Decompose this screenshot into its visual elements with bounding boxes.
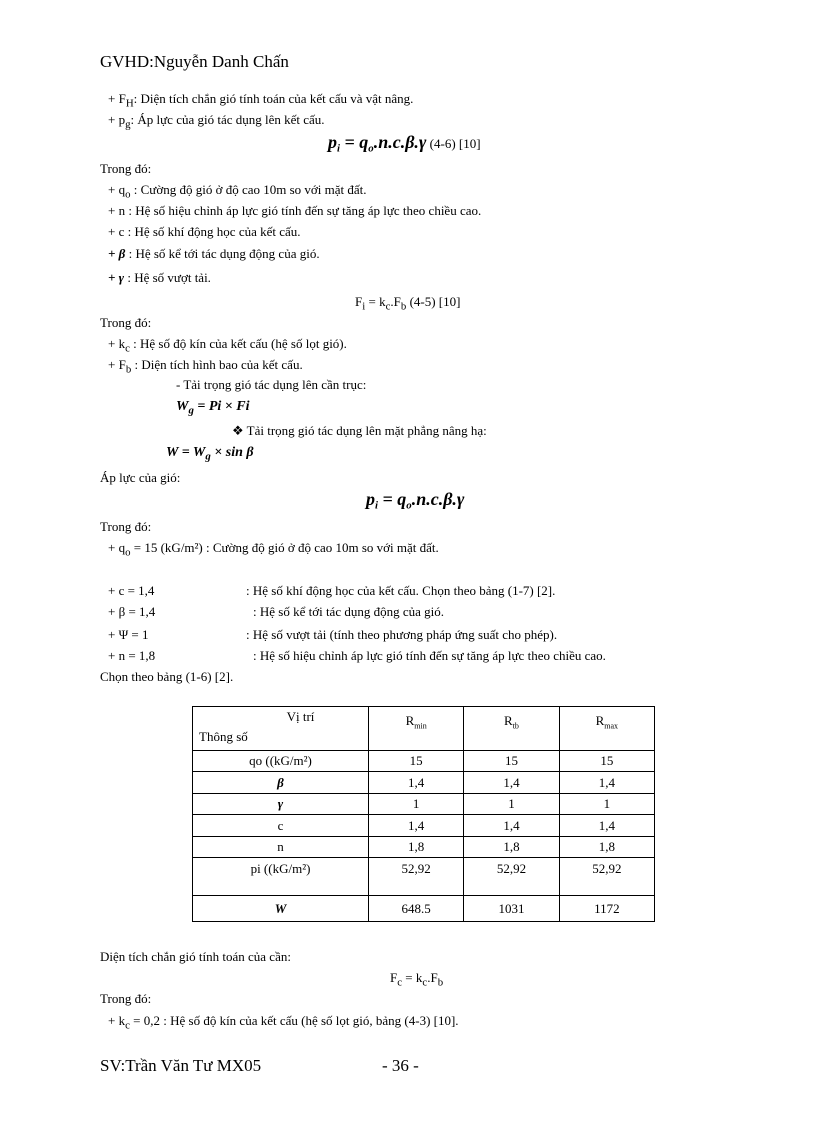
- line-kc: + $k_c$ : Hệ số độ kín của kết cấu (hệ số lọt gió).: [108, 336, 347, 355]
- cell: 52,92: [464, 858, 559, 896]
- beta-value-right: : Hệ số kể tới tác dụng động của gió.: [253, 604, 445, 619]
- row-label: pi ((kG/m²): [193, 858, 369, 896]
- line-q0: + $q_o$ : Cường độ gió ở độ cao 10m so với mặt đất.: [108, 182, 367, 201]
- formula-pi-2: $p_i = q_o.n.c.\beta.\gamma$: [366, 489, 465, 512]
- psi-value-right: : Hệ số vượt tải (tính theo phương pháp ứng suất cho phép).: [246, 627, 558, 642]
- beta-value-left: + β = 1,4: [108, 604, 156, 619]
- cell: 1,8: [369, 837, 464, 858]
- parameter-table: [192, 706, 655, 922]
- table-row: [193, 751, 655, 772]
- dash-item: - Tải trọng gió tác dụng lên cần trục:: [176, 377, 367, 392]
- cell: 648.5: [369, 896, 464, 922]
- table-row: [193, 794, 655, 815]
- line-fh: + $F_H$: Diện tích chắn gió tính toán của kết cấu và vật nâng.: [108, 91, 414, 110]
- row-label: W: [193, 896, 369, 922]
- trong-do-4: Trong đó:: [100, 991, 152, 1006]
- table-row: [193, 815, 655, 837]
- row-label: c: [193, 815, 369, 837]
- trong-do-1: Trong đó:: [100, 161, 152, 176]
- dien-tich-heading: Diện tích chắn gió tính toán của cần:: [100, 949, 291, 964]
- psi-value-left: + Ψ = 1: [108, 627, 149, 642]
- line-pg: + $p_g$: Áp lực của gió tác dụng lên kết cấu.: [108, 112, 325, 131]
- page-header: GVHD:Nguyễn Danh Chấn: [100, 52, 289, 71]
- bullet-item: ❖ Tải trọng gió tác dụng lên mặt phẳng nâng hạ:: [232, 423, 487, 438]
- formula-w: $W = W_g \times \sin \beta$: [166, 445, 254, 463]
- cell: 1,4: [369, 772, 464, 794]
- cell: 1,4: [559, 815, 654, 837]
- c-value-left: + c = 1,4: [108, 583, 155, 598]
- cell: 15: [464, 751, 559, 772]
- cell: 1,4: [559, 772, 654, 794]
- line-beta: + β : Hệ số kể tới tác dụng động của gió.: [108, 246, 320, 261]
- line-gamma: + γ : Hệ số vượt tải.: [108, 270, 211, 285]
- trong-do-2: Trong đó:: [100, 315, 152, 330]
- line-c: + c : Hệ số khí động học của kết cấu.: [108, 224, 301, 239]
- cell: 1,4: [464, 772, 559, 794]
- cell: 1: [559, 794, 654, 815]
- corner-top-label: Vị trí: [286, 709, 315, 724]
- table-row: [193, 772, 655, 794]
- cell: 52,92: [559, 858, 654, 896]
- cell: 1,8: [464, 837, 559, 858]
- formula-pi-1: $p_i = q_o.n.c.\beta.\gamma$ (4-6) [10]: [328, 132, 481, 155]
- footer-page-number: - 36 -: [382, 1056, 419, 1075]
- table-corner-cell: [193, 707, 369, 751]
- cell: 1,8: [559, 837, 654, 858]
- row-label: n: [193, 837, 369, 858]
- line-q0-value: + $q_o = 15$ (kG/m²) : Cường độ gió ở độ cao 10m so với mặt đất.: [108, 540, 439, 559]
- footer-student: SV:Trần Văn Tư MX05: [100, 1056, 262, 1075]
- row-label: γ: [193, 794, 369, 815]
- col-header-rmax: $R_{max}$: [559, 707, 654, 751]
- cell: 15: [369, 751, 464, 772]
- table-row: [193, 896, 655, 922]
- trong-do-3: Trong đó:: [100, 519, 152, 534]
- cell: 52,92: [369, 858, 464, 896]
- formula-fi: $F_i = k_c.F_b$ (4-5) [10]: [355, 294, 461, 313]
- cell: 15: [559, 751, 654, 772]
- n-value-left: + n = 1,8: [108, 648, 156, 663]
- formula-wg: $W_g = Pi \times Fi$: [176, 399, 250, 417]
- line-fb: + $F_b$ : Diện tích hình bao của kết cấu.: [108, 357, 303, 376]
- ap-luc-heading: Áp lực của gió:: [100, 470, 181, 485]
- cell: 1,4: [369, 815, 464, 837]
- table-row: [193, 837, 655, 858]
- corner-bottom-label: Thông số: [199, 729, 248, 744]
- row-label: β: [193, 772, 369, 794]
- line-kc-value: + $k_c = 0,2$ : Hệ số độ kín của kết cấu (hệ số lọt gió, bảng (4-3) [10].: [108, 1013, 459, 1032]
- cell: 1,4: [464, 815, 559, 837]
- table-header-row: [193, 707, 655, 751]
- n-value-right: : Hệ số hiệu chỉnh áp lực gió tính đến sự tăng áp lực theo chiều cao.: [253, 648, 606, 663]
- cell: 1172: [559, 896, 654, 922]
- cell: 1: [464, 794, 559, 815]
- col-header-rmin: $R_{min}$: [369, 707, 464, 751]
- row-label: qo ((kG/m²): [193, 751, 369, 772]
- chon-theo-bang: Chọn theo bảng (1-6) [2].: [100, 669, 234, 684]
- cell: 1: [369, 794, 464, 815]
- table-row: [193, 858, 655, 896]
- col-header-rtb: $R_{tb}$: [464, 707, 559, 751]
- c-value-right: : Hệ số khí động học của kết cấu. Chọn theo bảng (1-7) [2].: [246, 583, 556, 598]
- cell: 1031: [464, 896, 559, 922]
- formula-fc: $F_c = k_c.F_b$: [390, 970, 444, 989]
- line-n: + n : Hệ số hiệu chỉnh áp lực gió tính đến sự tăng áp lực theo chiều cao.: [108, 203, 482, 218]
